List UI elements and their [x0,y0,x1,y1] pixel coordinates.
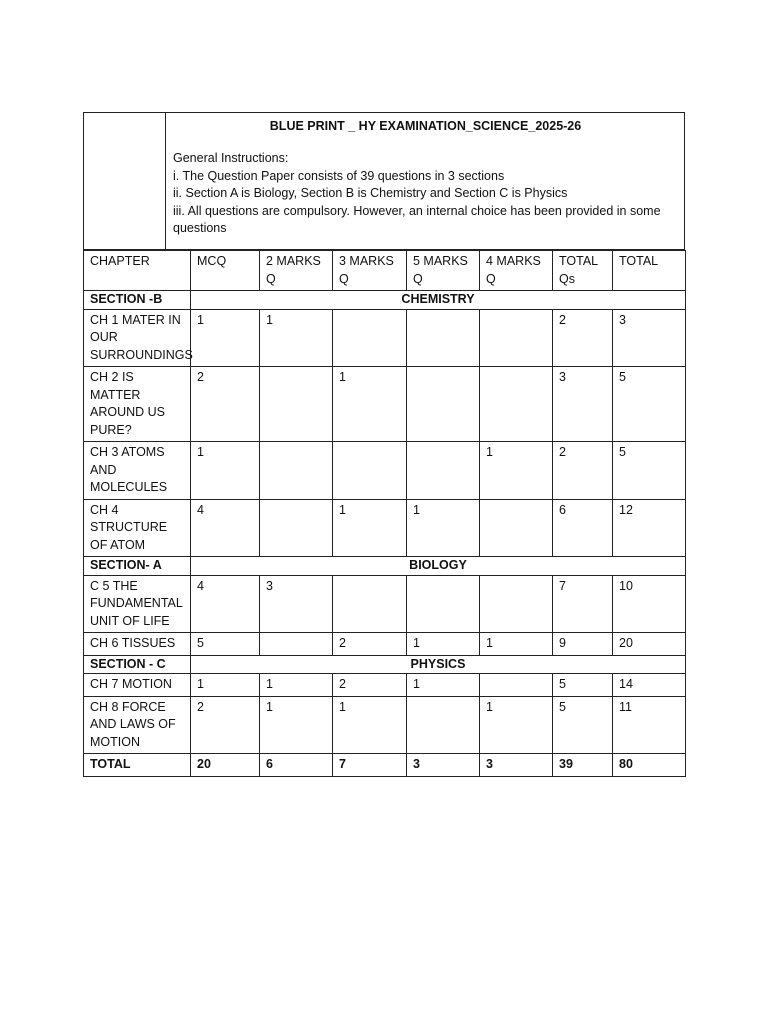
table-cell [480,367,553,442]
chapter-name: C 5 THE FUNDAMENTAL UNIT OF LIFE [84,575,191,633]
table-row [84,674,686,697]
chapter-name: CH 1 MATER IN OUR SURROUNDINGS [84,309,191,367]
section-label: SECTION -B [84,291,191,310]
table-cell: 1 [480,442,553,500]
table-row [84,309,686,367]
column-header: MCQ [191,251,260,291]
table-cell: 7 [553,575,613,633]
table-cell: 2 [553,309,613,367]
table-cell [480,575,553,633]
table-cell: 2 [553,442,613,500]
table-cell: 1 [260,674,333,697]
table-cell [333,309,407,367]
table-row [84,633,686,656]
table-cell: 14 [613,674,686,697]
table-cell: 2 [333,674,407,697]
table-cell [407,575,480,633]
table-cell: 4 [191,499,260,557]
header-block [83,112,685,250]
table-cell [333,575,407,633]
table-cell: 2 [191,696,260,754]
chapter-name: CH 4 STRUCTURE OF ATOM [84,499,191,557]
table-row [84,575,686,633]
table-cell [407,696,480,754]
table-cell [480,499,553,557]
instructions-heading: General Instructions: [173,151,289,165]
header-content [173,113,678,238]
table-cell [260,442,333,500]
column-header: CHAPTER [84,251,191,291]
table-cell: 1 [480,696,553,754]
section-label: SECTION - C [84,655,191,674]
general-instructions [173,150,678,238]
total-cell: 3 [480,754,553,777]
column-header: TOTAL [613,251,686,291]
section-subject: BIOLOGY [191,557,686,576]
section-row [84,655,686,674]
table-cell [260,367,333,442]
section-row [84,291,686,310]
table-cell: 1 [407,674,480,697]
table-cell: 3 [613,309,686,367]
table-body [84,251,686,777]
header-blank-cell [84,113,166,249]
total-cell: 6 [260,754,333,777]
section-subject: PHYSICS [191,655,686,674]
section-subject: CHEMISTRY [191,291,686,310]
table-cell: 1 [480,633,553,656]
table-cell: 1 [333,696,407,754]
column-header: 4 MARKS Q [480,251,553,291]
table-cell [480,674,553,697]
table-cell: 1 [407,633,480,656]
chapter-name: CH 2 IS MATTER AROUND US PURE? [84,367,191,442]
section-label: SECTION- A [84,557,191,576]
table-cell: 5 [613,442,686,500]
table-cell [260,633,333,656]
column-header: TOTAL Qs [553,251,613,291]
table-cell: 3 [553,367,613,442]
table-cell: 4 [191,575,260,633]
table-row [84,499,686,557]
column-header: 3 MARKS Q [333,251,407,291]
chapter-name: CH 8 FORCE AND LAWS OF MOTION [84,696,191,754]
instruction-line: ii. Section A is Biology, Section B is Chemistry and Section C is Physics [173,186,568,200]
chapter-name: CH 3 ATOMS AND MOLECULES [84,442,191,500]
total-cell: 7 [333,754,407,777]
table-cell [260,499,333,557]
table-cell: 1 [260,309,333,367]
table-cell: 9 [553,633,613,656]
instruction-line: i. The Question Paper consists of 39 questions in 3 sections [173,168,505,183]
column-header: 5 MARKS Q [407,251,480,291]
table-cell: 1 [191,674,260,697]
table-cell: 1 [333,499,407,557]
table-cell: 1 [407,499,480,557]
table-cell: 2 [191,367,260,442]
table-cell: 10 [613,575,686,633]
table-cell [407,442,480,500]
blueprint-table [83,250,686,777]
total-cell: 39 [553,754,613,777]
table-cell: 5 [613,367,686,442]
table-row [84,696,686,754]
table-cell: 6 [553,499,613,557]
document-title: BLUE PRINT _ HY EXAMINATION_SCIENCE_2025-26 [269,119,582,133]
total-cell: 80 [613,754,686,777]
table-row [84,367,686,442]
total-label: TOTAL [84,754,191,777]
table-cell [480,309,553,367]
table-cell: 5 [553,674,613,697]
column-header: 2 MARKS Q [260,251,333,291]
table-cell: 1 [191,442,260,500]
section-row [84,557,686,576]
chapter-name: CH 7 MOTION [84,674,191,697]
table-cell [407,367,480,442]
instruction-line: iii. All questions are compulsory. However, an internal choice has been provided in some questions [173,203,661,235]
table-header-row [84,251,686,291]
table-cell [407,309,480,367]
table-cell: 5 [191,633,260,656]
table-cell: 1 [333,367,407,442]
total-cell: 3 [407,754,480,777]
table-cell: 1 [260,696,333,754]
total-row [84,754,686,777]
table-cell: 1 [191,309,260,367]
table-cell: 5 [553,696,613,754]
table-cell: 20 [613,633,686,656]
table-cell: 3 [260,575,333,633]
total-cell: 20 [191,754,260,777]
table-cell [333,442,407,500]
table-cell: 2 [333,633,407,656]
chapter-name: CH 6 TISSUES [84,633,191,656]
table-cell: 11 [613,696,686,754]
table-cell: 12 [613,499,686,557]
table-row [84,442,686,500]
